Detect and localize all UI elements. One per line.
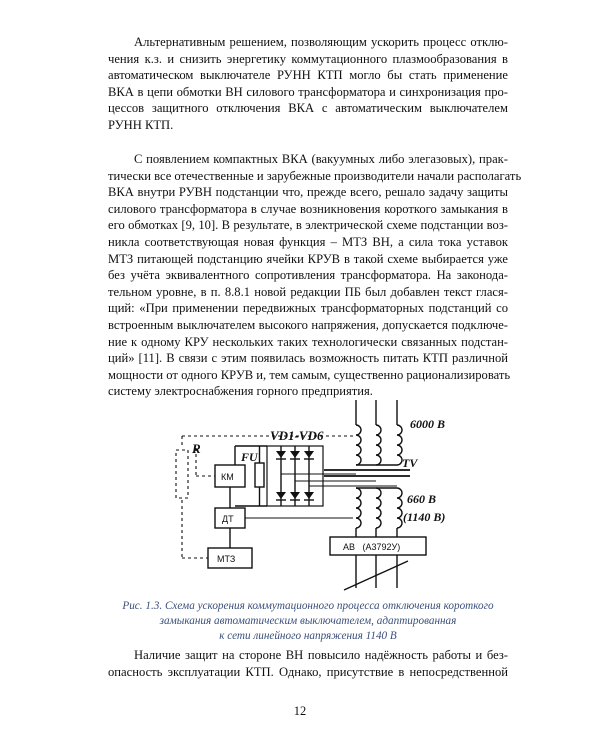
text-line: никла соответствующая новая функция – МТЗ ВН, а сила тока уставок (108, 234, 508, 249)
dt-label: ДТ (222, 514, 234, 524)
fuse-label: FU (241, 450, 258, 464)
lv-winding-c (397, 488, 402, 528)
diode-icon (304, 451, 314, 458)
text-line: встроенным выключателем высокого напряжения, допускается подключе- (108, 317, 508, 332)
text-line: РУНН КТП. (108, 117, 174, 132)
lv-winding-a (356, 488, 361, 528)
caption-line: к сети линейного напряжения 1140 В (219, 630, 397, 642)
resistor-r (176, 450, 188, 498)
diode-icon (304, 492, 314, 499)
diode-icon (276, 492, 286, 499)
text-line: опасность эксплуатации КТП. Однако, присутствие в непосредственной (108, 664, 508, 679)
caption-line: Рис. 1.3. Схема ускорения коммутационного процесса отключения короткого (122, 600, 494, 612)
hv-winding-a (356, 425, 361, 465)
lv-voltage-label: 660 В (407, 492, 437, 506)
text-line: его обмотках [9, 10]. В результате, в электрической схеме подстанции воз- (108, 218, 508, 233)
figure-caption (108, 599, 508, 644)
page-number: 12 (293, 704, 307, 718)
text-line: С появлением компактных ВКА (вакуумных либо элегазовых), прак- (134, 152, 508, 166)
fuse-symbol (255, 463, 264, 487)
paragraph-3 (108, 647, 508, 680)
text-line: тельном уровне, в п. 8.8.1 новой редакции ПБ был добавлен текст глася- (108, 284, 508, 299)
diode-icon (290, 451, 300, 458)
hv-voltage-label: 6000 В (410, 417, 446, 431)
hv-winding-b (376, 425, 381, 465)
lv-voltage-alt-label: (1140 В) (403, 510, 446, 524)
text-line: щий: «При применении передвижных трансформаторных подстанций со (108, 301, 508, 316)
text-line: ций» [11]. В связи с этим появилась возможность питать КТП различной (108, 351, 508, 366)
diode-icon (276, 451, 286, 458)
text-line: мощности от одного КРУВ и, тем самым, существенно рационализировать (108, 367, 511, 382)
text-line: автоматическом выключателе РУНН КТП могло бы стать применение (108, 68, 508, 83)
text-line: чения к.з. и снизить энергетику коммутационного плазмообразования в (108, 51, 508, 66)
diode-icon (290, 492, 300, 499)
caption-line: замыкания автоматическим выключателем, адаптированная (159, 615, 457, 627)
text-line: Альтернативным решением, позволяющим ускорить процесс отклю- (134, 35, 508, 49)
text-line: систему электроснабжения горного предприятия. (108, 384, 373, 399)
resistor-label: R (192, 441, 201, 456)
text-line: МТЗ питающей подстанцию ячейки КРУВ в такой схеме выбирается уже (108, 251, 508, 266)
lv-winding-b (376, 488, 381, 528)
text-line: Наличие защит на стороне ВН повысило надёжность работы и без- (134, 648, 508, 662)
text-line: без учёта эквивалентного сопротивления трансформатора. На законода- (108, 268, 508, 283)
text-line: ВКА внутри РУВН подстанции что, прежде всего, решало задачу защиты (108, 185, 508, 200)
mtz-label: МТЗ (217, 554, 236, 564)
km-label: КМ (221, 472, 234, 482)
text-line: цессов защитного отключения ВКА с автоматическим выключателем (108, 101, 508, 116)
text-line: силового трансформатора в случае возникновения короткого замыкания в (108, 201, 508, 216)
text-line: тически все отечественные и зарубежные производители начали располагать (108, 168, 522, 183)
text-line: ние к одному КРУ нескольких таких технологически связанных подстан- (108, 334, 508, 349)
breaker-label: АВ (А3792У) (343, 542, 401, 552)
diodes-label: VD1-VD6 (270, 428, 324, 443)
text-line: ВКА в цепи обмотки ВН силового трансформатора и синхронизация про- (108, 84, 508, 99)
transformer-label: TV (402, 456, 418, 470)
